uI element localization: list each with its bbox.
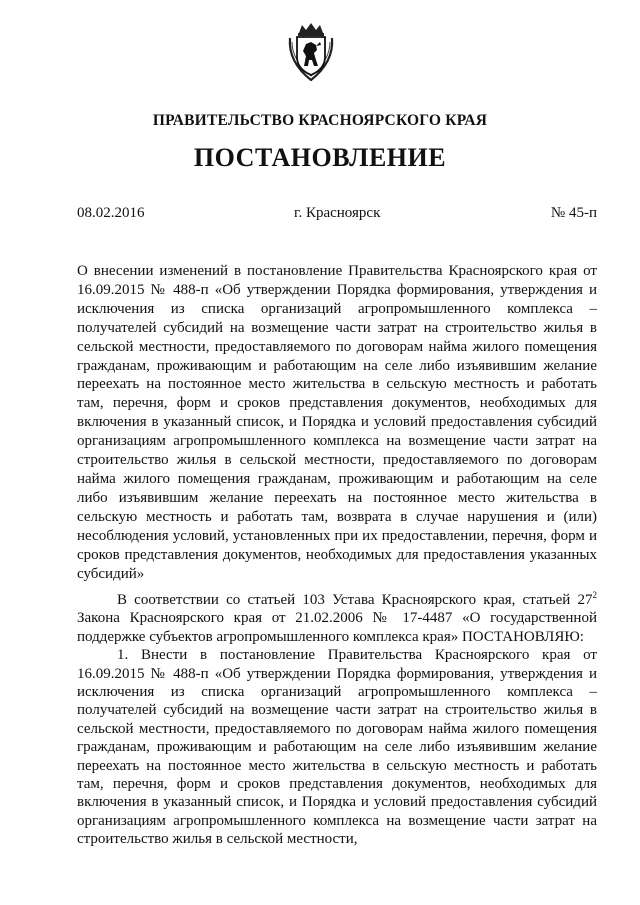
organization-name: ПРАВИТЕЛЬСТВО КРАСНОЯРСКОГО КРАЯ — [152, 112, 488, 129]
document-city: г. Красноярск — [294, 205, 381, 221]
document-date: 08.02.2016 — [77, 205, 145, 221]
document-meta — [77, 205, 597, 225]
item-1-paragraph: 1. Внести в постановление Правительства Красноярского края от 16.09.2015 № 488-п «Об утверждении Порядка формирования, утверждения и исключения из списка организаций агропромышленного комплекса – получателей субсидий на возмещение части затрат на строительство жилья в сельской местности, предоставляемого по договорам найма жилого помещения гражданам, проживающим и работающим на селе либо изъявившим желание переехать на постоянное место жительства в сельскую местность и работать там, перечня, форм и сроков представления документов, необходимых для включения в указанный список, и Порядка и условий предоставления субсидий организациям агропромышленного комплекса на возмещение части затрат на строительство жилья в сельской местности, — [77, 647, 597, 848]
document-body — [77, 591, 597, 849]
document-type: ПОСТАНОВЛЕНИЕ — [193, 143, 447, 172]
preamble-text-start: В соответствии со статьей 103 Устава Красноярского края, статьей 27 — [117, 592, 593, 608]
preamble-superscript: 2 — [592, 590, 597, 600]
document-number: № 45-п — [550, 205, 597, 221]
coat-of-arms-icon — [286, 22, 336, 82]
document-title: О внесении изменений в постановление Правительства Красноярского края от 16.09.2015 № 488-п «Об утверждении Порядка формирования, утверждения и исключения из списка организаций агропромышленного комплекса – получателей субсидий на возмещение части затрат на строительство жилья в сельской местности, предоставляемого по договорам найма жилого помещения гражданам, проживающим и работающим на селе либо изъявившим желание переехать на постоянное место жительства в сельскую местность и работать там, перечня, форм и сроков представления документов, необходимых для включения в указанный список, и Порядка и условий предоставления субсидий организациям агропромышленного комплекса на возмещение части затрат на строительство жилья в сельской местности, предоставляемого по договорам найма жилого помещения гражданам, проживающим и работающим на селе либо изъявившим желание переехать на постоянное место жительства в сельскую местность и работать там, возврата в случае нарушения и (или) несоблюдения условий, установленных при их предоставлении, перечня, форм и сроков представления документов, необходимых для предоставления указанных субсидий» — [77, 263, 597, 582]
preamble-text-end: Закона Красноярского края от 21.02.2006 № 17-4487 «О государственной поддержке субъектов агропромышленного комплекса края» ПОСТАНОВЛЯЮ: — [77, 610, 597, 645]
preamble-paragraph — [77, 591, 597, 646]
